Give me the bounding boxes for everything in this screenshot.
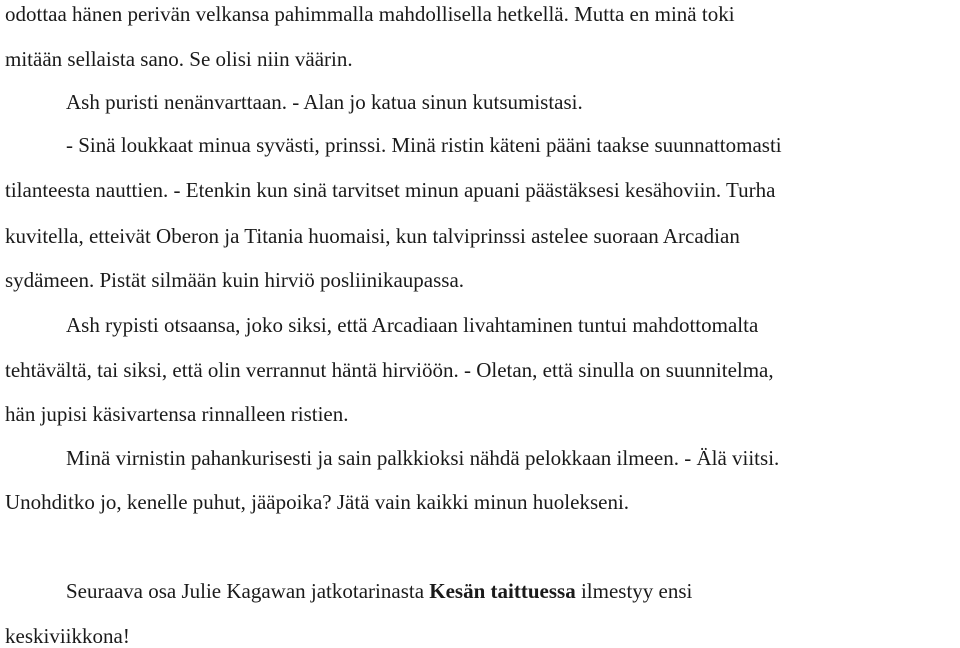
text-line: kuvitella, etteivät Oberon ja Titania huomaisi, kun talviprinssi astelee suoraan Arcadian [5,224,740,248]
text-line: - Sinä loukkaat minua syvästi, prinssi. Minä ristin käteni pääni taakse suunnattomasti [66,133,782,157]
text-line: Ash puristi nenänvarttaan. - Alan jo katua sinun kutsumistasi. [66,90,583,114]
announcement-continuation: keskiviikkona! [5,624,130,648]
text-line: tehtävältä, tai siksi, että olin verrannut häntä hirviöön. - Oletan, että sinulla on suunnitelma, [5,358,774,382]
text-line: hän jupisi käsivartensa rinnalleen ristien. [5,402,349,426]
announcement-suffix: ilmestyy ensi [575,579,693,603]
announcement-prefix: Seuraava osa Julie Kagawan jatkotarinasta [66,579,430,603]
announcement-line [66,579,692,603]
text-line: Unohditko jo, kenelle puhut, jääpoika? Jätä vain kaikki minun huolekseni. [5,490,630,514]
text-line: Ash rypisti otsaansa, joko siksi, että Arcadiaan livahtaminen tuntui mahdottomalta [66,313,759,337]
text-line: sydämeen. Pistät silmään kuin hirviö posliinikaupassa. [5,268,465,292]
text-line: Minä virnistin pahankurisesti ja sain palkkioksi nähdä pelokkaan ilmeen. - Älä viitsi. [66,446,780,470]
text-line: tilanteesta nauttien. - Etenkin kun sinä tarvitset minun apuani päästäksesi kesähoviin. Turha [5,178,776,202]
text-line: odottaa hänen perivän velkansa pahimmalla mahdollisella hetkellä. Mutta en minä toki [5,2,735,26]
book-title: Kesän taittuessa [429,579,576,603]
text-line: mitään sellaista sano. Se olisi niin väärin. [5,47,353,71]
